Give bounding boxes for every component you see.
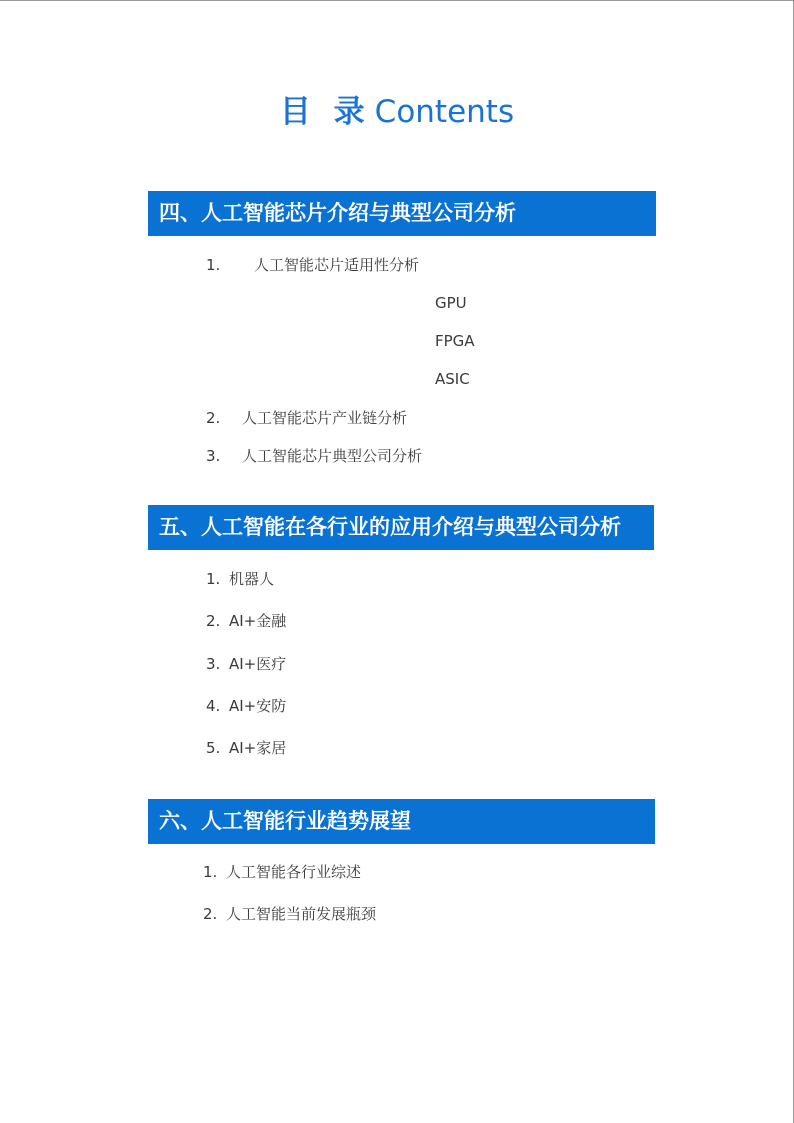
toc-entry-text: 人工智能芯片典型公司分析 [242, 447, 423, 465]
toc-entry-number: 4. [206, 697, 221, 715]
toc-entry-number: 3. [206, 655, 221, 673]
toc-subentry-gpu[interactable] [435, 293, 467, 313]
toc-entry-text: 机器人 [229, 570, 275, 588]
toc-entry-text: FPGA [435, 332, 475, 350]
toc-entry-6-1[interactable] [203, 862, 361, 882]
toc-entry-text: 人工智能芯片适用性分析 [254, 256, 420, 274]
toc-entry-text: AI+金融 [229, 612, 287, 630]
section-heading-5[interactable]: 五、人工智能在各行业的应用介绍与典型公司分析 [148, 505, 654, 550]
toc-entry-text: 人工智能当前发展瓶颈 [226, 905, 377, 923]
toc-entry-4-2[interactable] [206, 408, 407, 428]
toc-entry-text: AI+安防 [229, 697, 287, 715]
toc-entry-5-4[interactable] [206, 696, 286, 716]
title-chinese: 目 录 [279, 94, 371, 130]
toc-entry-text: 人工智能各行业综述 [226, 863, 362, 881]
toc-entry-6-2[interactable] [203, 904, 376, 924]
toc-entry-text: GPU [435, 294, 467, 312]
toc-entry-5-2[interactable] [206, 611, 286, 631]
toc-entry-number: 2. [203, 905, 218, 923]
toc-entry-text: 人工智能芯片产业链分析 [242, 409, 408, 427]
toc-entry-number: 1. [206, 570, 221, 588]
toc-entry-number: 5. [206, 739, 221, 757]
toc-entry-number: 2. [206, 409, 221, 427]
toc-entry-number: 1. [206, 256, 221, 274]
toc-entry-4-3[interactable] [206, 446, 422, 466]
section-heading-6[interactable]: 六、人工智能行业趋势展望 [148, 799, 655, 844]
toc-entry-text: AI+医疗 [229, 655, 287, 673]
page-title [0, 86, 794, 131]
toc-entry-5-1[interactable] [206, 569, 274, 589]
toc-entry-text: AI+家居 [229, 739, 287, 757]
toc-entry-text: ASIC [435, 370, 470, 388]
toc-entry-5-3[interactable] [206, 654, 286, 674]
title-english: Contents [374, 94, 515, 130]
toc-entry-number: 3. [206, 447, 221, 465]
toc-entry-number: 1. [203, 863, 218, 881]
toc-entry-5-5[interactable] [206, 738, 286, 758]
toc-subentry-fpga[interactable] [435, 331, 475, 351]
page-border-top [0, 0, 794, 1]
section-heading-4[interactable]: 四、人工智能芯片介绍与典型公司分析 [148, 191, 656, 236]
toc-subentry-asic[interactable] [435, 369, 470, 389]
toc-entry-4-1[interactable] [206, 255, 419, 275]
toc-entry-number: 2. [206, 612, 221, 630]
